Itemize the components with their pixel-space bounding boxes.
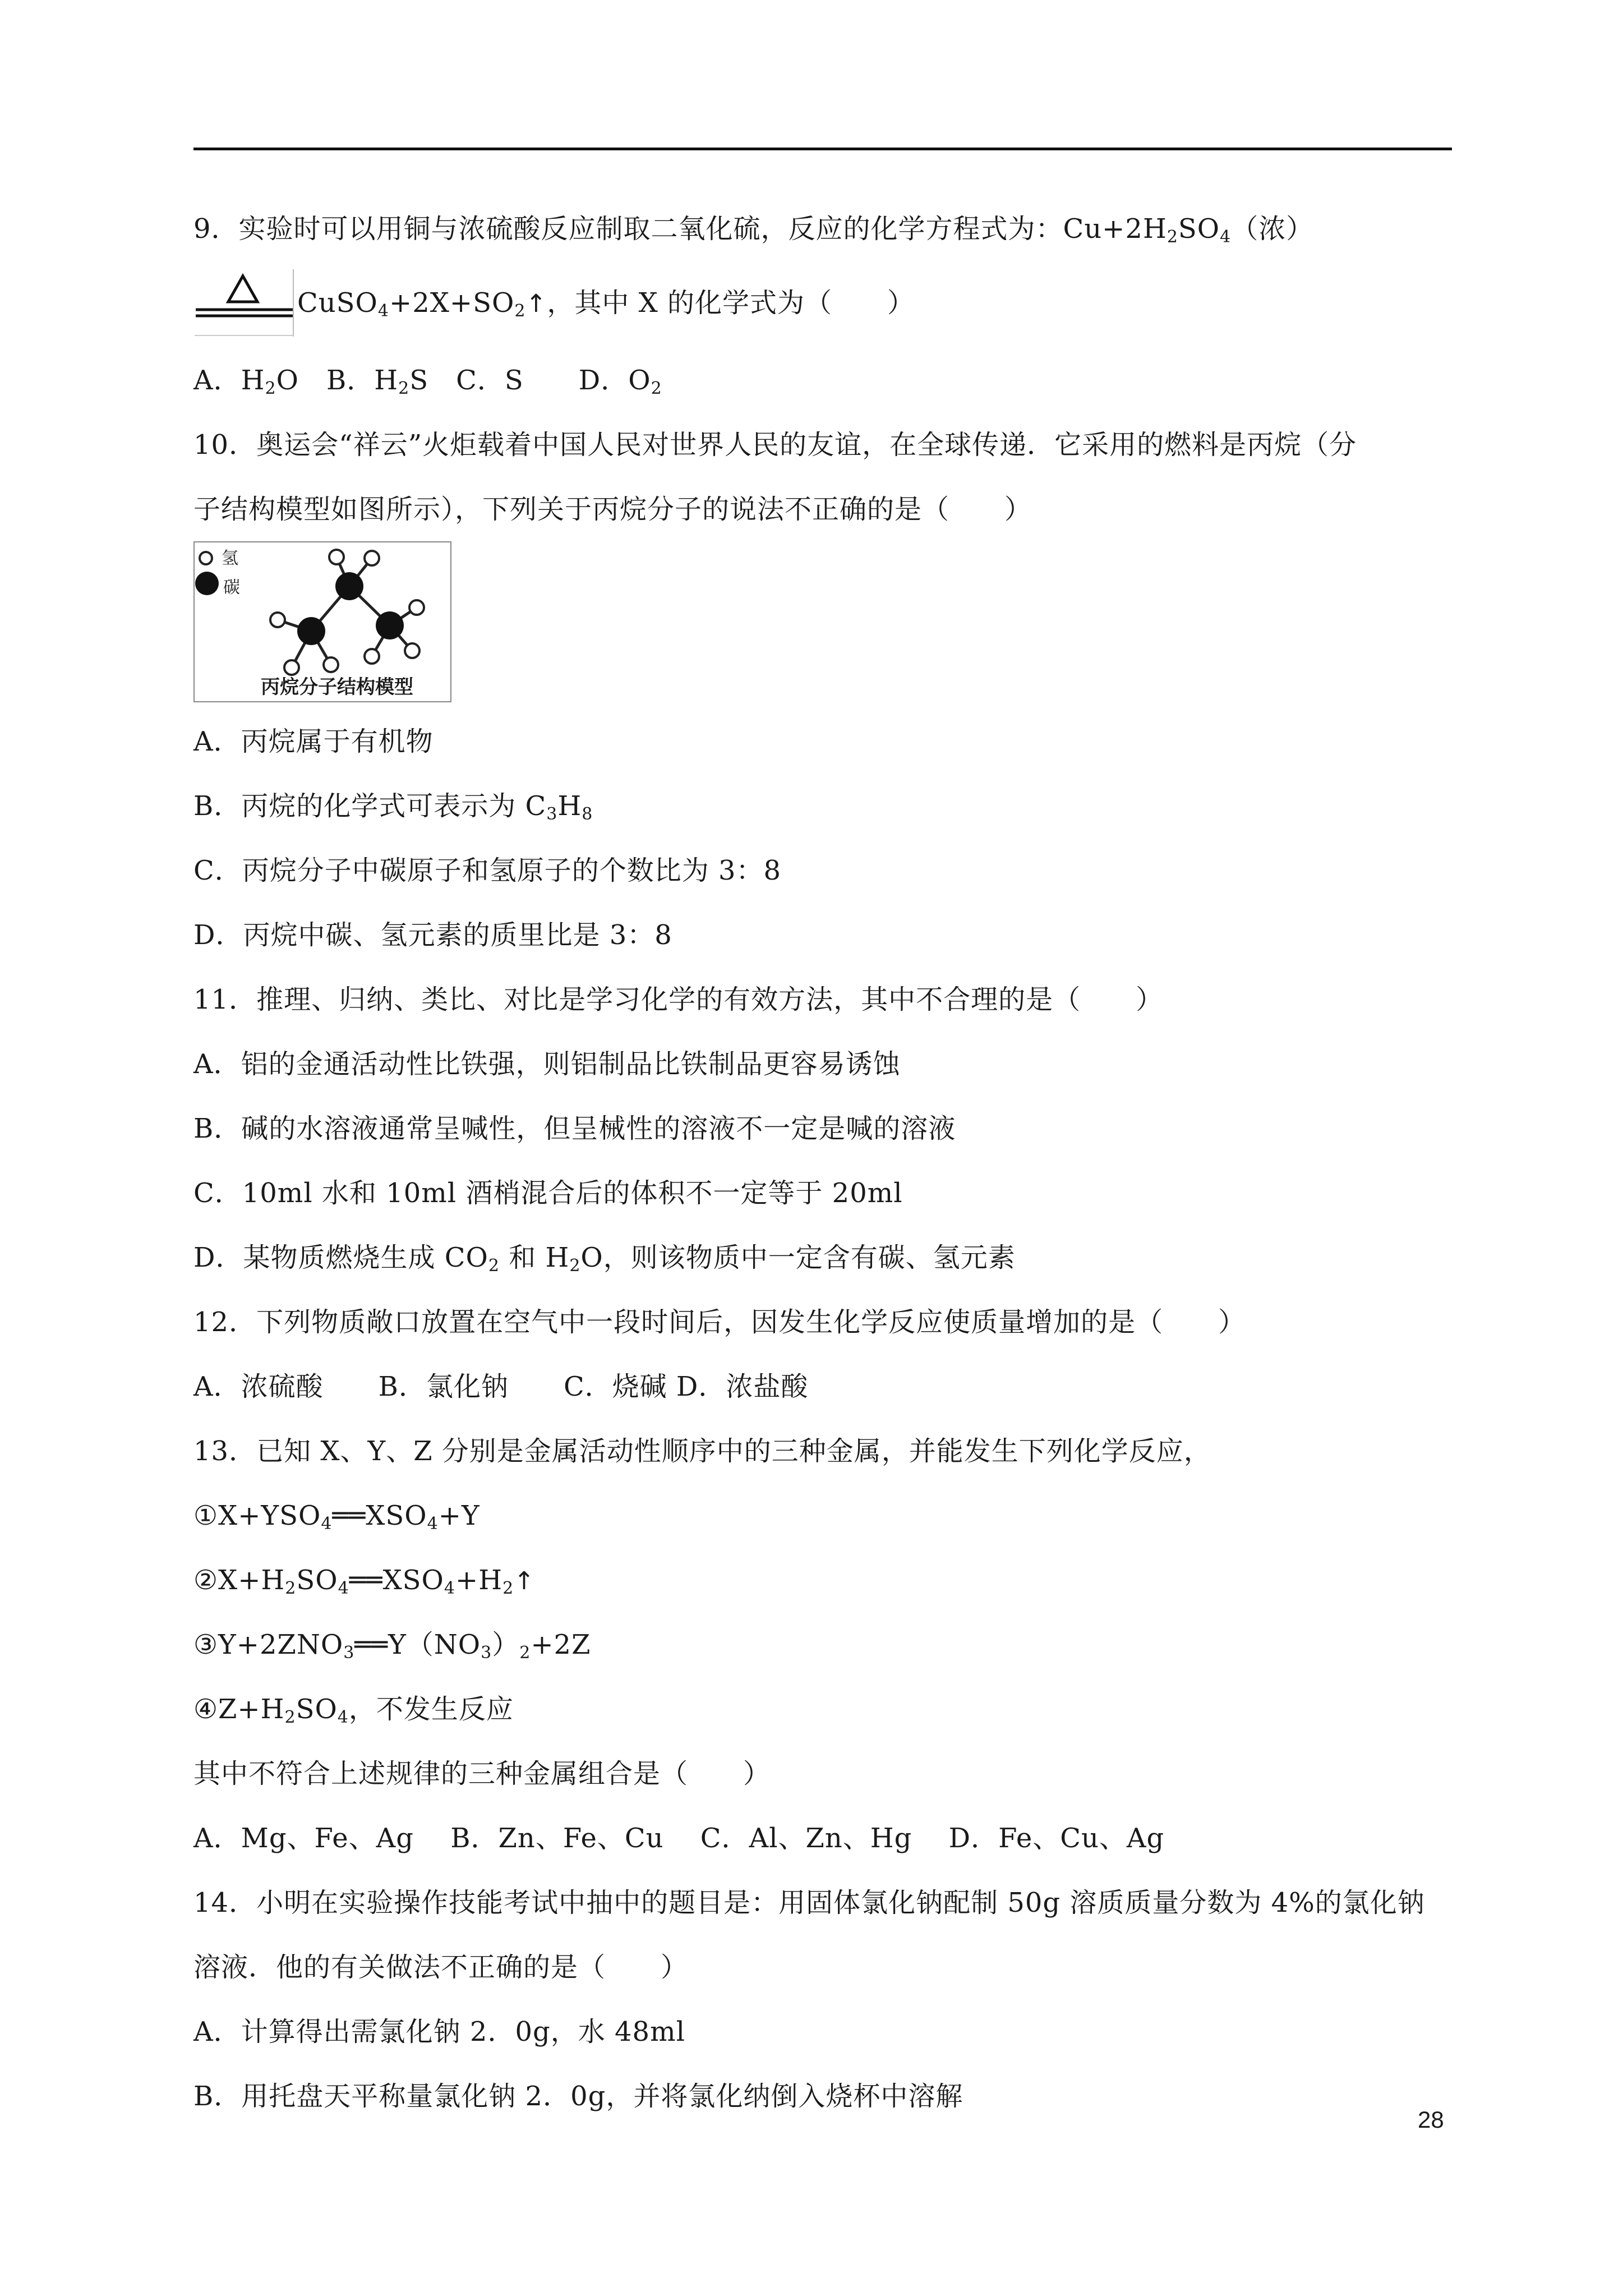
q14-stem-line2: 溶液．他的有关做法不正确的是（ ）: [193, 1952, 689, 1983]
q14-option-a: A．计算得出需氯化钠 2．0g，水 48ml: [193, 2016, 685, 2047]
page-number: 28: [1418, 2106, 1444, 2133]
q11-option-a: A．铝的金通活动性比铁强，则铝制品比铁制品更容易诱蚀: [193, 1048, 901, 1080]
legend-hydrogen-label: 氢: [222, 549, 238, 568]
q11-option-b: B．碱的水溶液通常呈喊性，但呈械性的溶液不一定是喊的溶液: [193, 1113, 956, 1144]
q9-equation: $CuSO_4+2X+SO_2↑$，其中 X 的化学式为（ ）: [297, 287, 915, 321]
q11-stem: 11．推理、归纳、类比、对比是学习化学的有效方法，其中不合理的是（ ）: [193, 984, 1164, 1015]
q13-options: A．Mg、Fe、Ag B．Zn、Fe、Cu C．Al、Zn、Hg D．Fe、Cu、Ag: [193, 1823, 1165, 1854]
molecule-caption: 丙烷分子结构模型: [261, 676, 413, 698]
q10-stem-line1: 10．奥运会“祥云”火炬载着中国人民对世界人民的友谊，在全球传递．它采用的燃料是丙烷（分: [193, 429, 1357, 461]
q9-stem: 9．实验时可以用铜与浓硫酸反应制取二氧化硫，反应的化学方程式为：$Cu+2H_2SO_4$（浓）: [193, 213, 1314, 247]
q10-option-b: B．丙烷的化学式可表示为 $C_3H_8$: [193, 790, 593, 824]
q11-option-c: C．10ml 水和 10ml 酒梢混合后的体积不一定等于 20ml: [193, 1177, 903, 1209]
q11-option-d: D．某物质燃烧生成 $CO_2$ 和 $H_2O$，则该物质中一定含有碳、氢元素: [193, 1242, 1016, 1276]
q13-reaction-2: $②X+H_2SO_4══XSO_4+H_2↑$: [193, 1565, 536, 1598]
q13-question: 其中不符合上述规律的三种金属组合是（ ）: [193, 1758, 771, 1789]
q13-stem: 13．已知 X、Y、Z 分别是金属活动性顺序中的三种金属，并能发生下列化学反应，: [193, 1435, 1211, 1467]
heating-condition-icon: [193, 258, 296, 337]
q12-options: A．浓硫酸 B．氯化钠 C．烧碱 D．浓盐酸: [193, 1371, 809, 1402]
q10-option-c: C．丙烷分子中碳原子和氢原子的个数比为 3：8: [193, 855, 782, 886]
q10-option-d: D．丙烷中碳、氢元素的质里比是 3：8: [193, 919, 672, 951]
q13-reaction-3: $③Y+2ZNO_3══Y(NO_3)_2+2Z$: [193, 1629, 591, 1663]
header-rule: [193, 148, 1452, 150]
q13-reaction-1: $①X+YSO_4══XSO_4+Y$: [193, 1500, 480, 1534]
q10-option-a: A．丙烷属于有机物: [193, 726, 434, 757]
q14-stem-line1: 14．小明在实验操作技能考试中抽中的题目是：用固体氯化钠配制 50g 溶质质量分数为 4%的氯化钠: [193, 1887, 1425, 1918]
q10-stem-line2: 子结构模型如图所示），下列关于丙烷分子的说法不正确的是（ ）: [193, 494, 1032, 525]
q13-reaction-4: $④Z+H_2SO_4$，不发生反应: [193, 1694, 514, 1727]
q14-option-b: B．用托盘天平称量氯化钠 2．0g，并将氯化纳倒入烧杯中溶解: [193, 2081, 963, 2112]
q12-stem: 12．下列物质敞口放置在空气中一段时间后，因发生化学反应使质量增加的是（ ）: [193, 1306, 1246, 1338]
legend-carbon-label: 碳: [223, 578, 240, 597]
q9-options: A．$H_2O$ B．$H_2S$ C．S D．$O_2$: [193, 365, 662, 398]
